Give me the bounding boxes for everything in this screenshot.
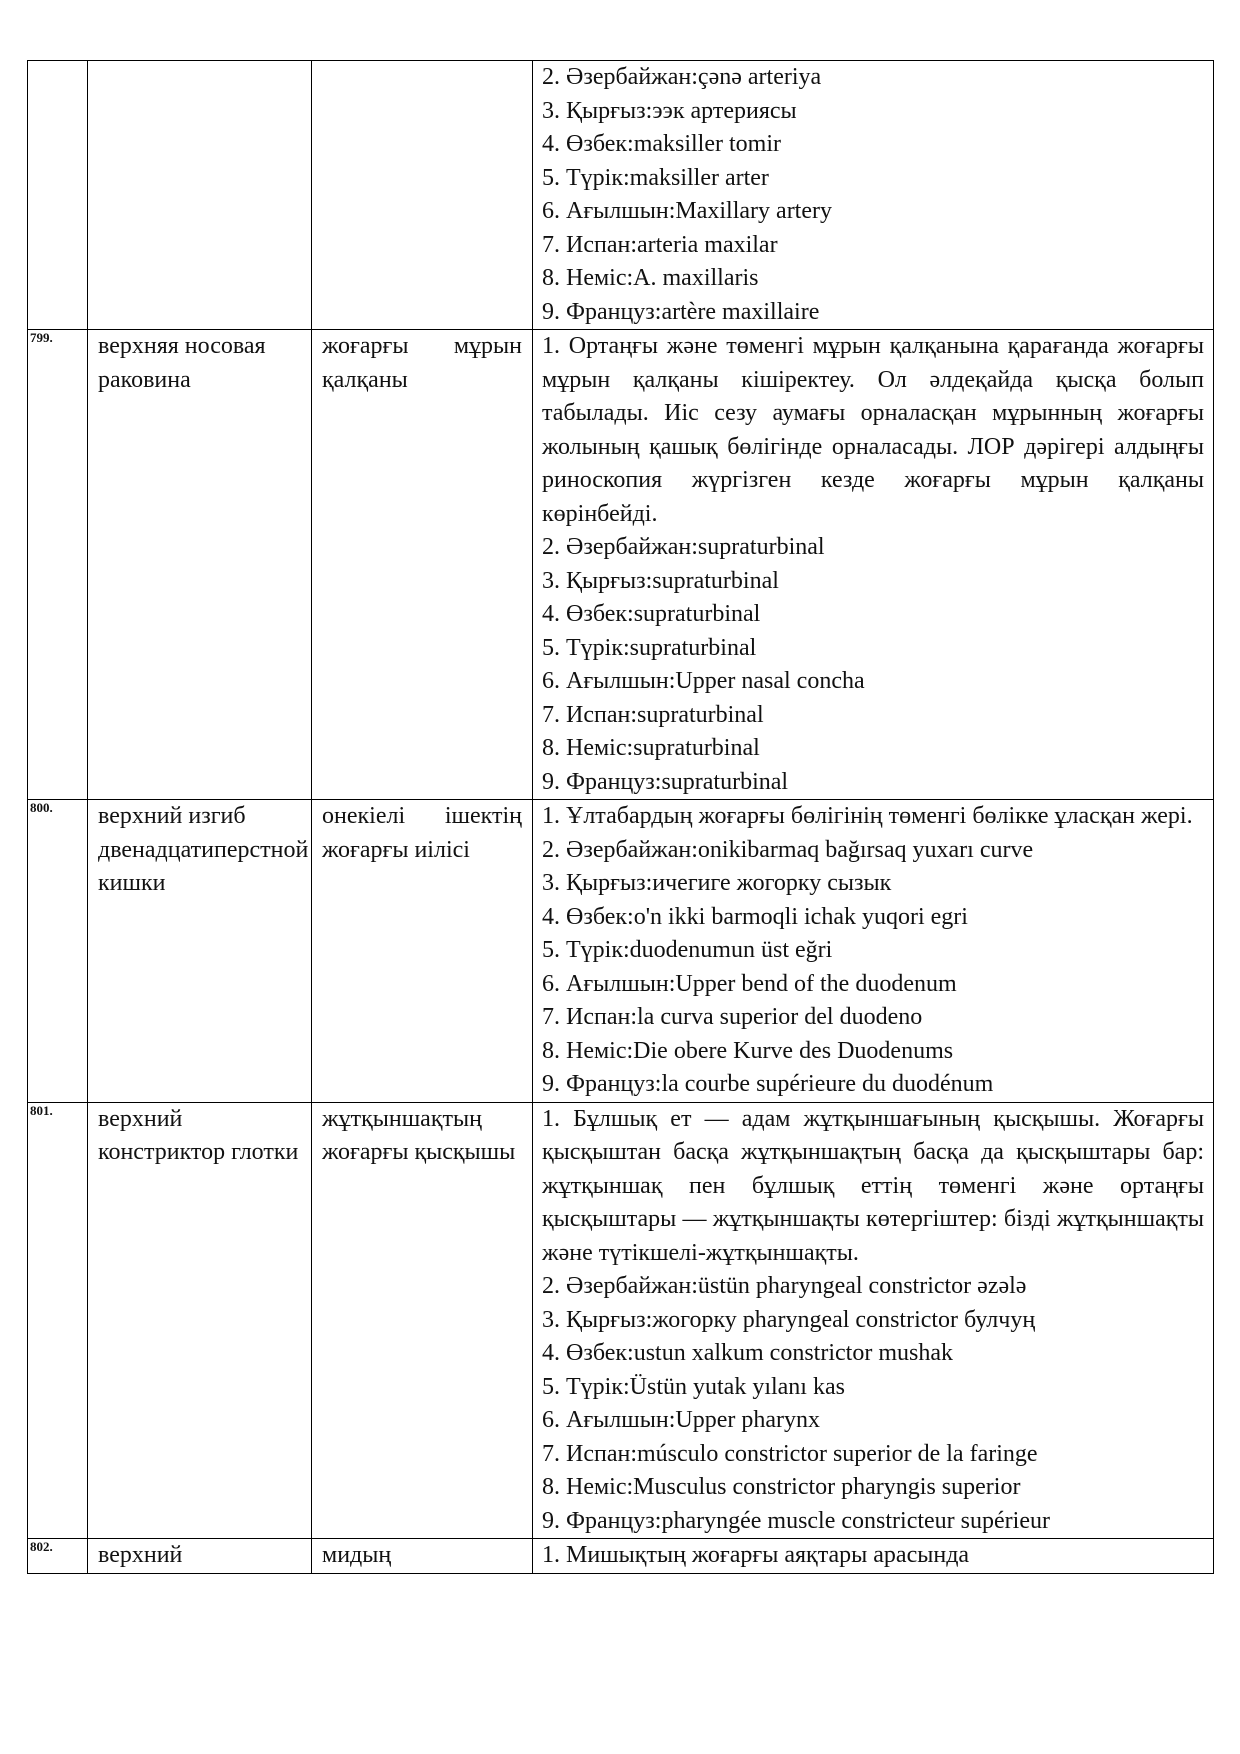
translation-line: 6. Ағылшын:Maxillary artery xyxy=(542,198,832,224)
translation-line: 7. Испан:la curva superior del duodeno xyxy=(542,1004,923,1030)
translation-line: 7. Испан:arteria maxilar xyxy=(542,231,778,258)
translation-line: 2. Әзербайжан:üstün pharyngeal constrictor əzələ xyxy=(542,1273,1027,1299)
translation-line: 3. Қырғыз:ээк артериясы xyxy=(542,97,797,124)
translation-line: 3. Қырғыз:жогорку pharyngeal constrictor булчуң xyxy=(542,1306,1036,1333)
kazakh-term: мидың xyxy=(312,1539,533,1574)
glossary-row xyxy=(28,1102,1214,1539)
russian-term: верхний изгиб двенадцатиперстной кишки xyxy=(88,800,312,1103)
translation-line: 8. Неміс:A. maxillaris xyxy=(542,265,759,291)
russian-term: верхняя носовая раковина xyxy=(88,330,312,800)
glossary-row xyxy=(28,1539,1214,1574)
definition-text: 1. Ұлтабардың жоғарғы бөлігінің төменгі бөлікке ұласқан жері. xyxy=(542,803,1193,829)
entry-number xyxy=(28,61,88,330)
entry-number: 800. xyxy=(28,800,88,1103)
translation-line: 6. Ағылшын:Upper nasal concha xyxy=(542,668,865,694)
translation-line: 5. Түрік:Üstün yutak yılanı kas xyxy=(542,1373,845,1400)
translation-line: 5. Түрік:supraturbinal xyxy=(542,634,757,661)
glossary-table xyxy=(27,60,1214,1574)
definition-cell xyxy=(533,1539,1214,1574)
definition-cell xyxy=(533,61,1214,330)
translation-line: 4. Өзбек:maksiller tomir xyxy=(542,131,781,157)
translation-line: 9. Француз:la courbe supérieure du duodénum xyxy=(542,1071,994,1097)
definition-cell xyxy=(533,330,1214,800)
translation-line: 2. Әзербайжан:onikibarmaq bağırsaq yuxarı curve xyxy=(542,836,1034,863)
translation-line: 9. Француз:supraturbinal xyxy=(542,768,789,795)
translation-line: 4. Өзбек:ustun xalkum constrictor mushak xyxy=(542,1340,953,1366)
translation-line: 3. Қырғыз:ичегиге жогорку сызык xyxy=(542,870,892,896)
translation-line: 9. Француз:pharyngée muscle constricteur supérieur xyxy=(542,1507,1050,1534)
glossary-row xyxy=(28,330,1214,800)
entry-number: 801. xyxy=(28,1102,88,1539)
kazakh-term: жұтқыншақтың жоғарғы қысқышы xyxy=(312,1102,533,1539)
translation-line: 2. Әзербайжан:çənə arteriya xyxy=(542,64,822,90)
translation-line: 6. Ағылшын:Upper pharynx xyxy=(542,1407,821,1433)
translation-line: 5. Түрік:maksiller arter xyxy=(542,164,769,191)
translation-line: 8. Неміс:Musculus constrictor pharyngis superior xyxy=(542,1474,1021,1500)
translation-line: 2. Әзербайжан:supraturbinal xyxy=(542,534,825,560)
translation-line: 9. Француз:artère maxillaire xyxy=(542,298,820,325)
translation-line: 4. Өзбек:supraturbinal xyxy=(542,601,761,627)
kazakh-term xyxy=(312,61,533,330)
translation-line: 7. Испан:supraturbinal xyxy=(542,701,764,728)
translation-line: 6. Ағылшын:Upper bend of the duodenum xyxy=(542,970,957,997)
russian-term: верхний xyxy=(88,1539,312,1574)
definition-cell xyxy=(533,1102,1214,1539)
russian-term xyxy=(88,61,312,330)
translation-line: 3. Қырғыз:supraturbinal xyxy=(542,567,779,594)
translation-line: 8. Неміс:Die obere Kurve des Duodenums xyxy=(542,1037,954,1064)
translation-line: 4. Өзбек:o'n ikki barmoqli ichak yuqori egri xyxy=(542,903,968,930)
glossary-table-body xyxy=(28,61,1214,1574)
russian-term: верхний констриктор глотки xyxy=(88,1102,312,1539)
translation-line: 5. Түрік:duodenumun üst eğri xyxy=(542,937,833,963)
definition-cell xyxy=(533,800,1214,1103)
definition-text: 1. Бұлшық ет — адам жұтқыншағының қысқышы. Жоғарғы қысқыштан басқа жұтқыншақтың басқа да қысқыштары бар: жұтқыншақ пен бұлшық еттің төменгі және ортаңғы қысқыштары — жұтқыншақты көтергіштер: бізді жұтқыншақты және түтікшелі-жұтқыншақты. xyxy=(542,1105,1204,1266)
translation-line: 7. Испан:músculo constrictor superior de la faringe xyxy=(542,1440,1038,1467)
glossary-row xyxy=(28,61,1214,330)
entry-number: 802. xyxy=(28,1539,88,1574)
glossary-row xyxy=(28,800,1214,1103)
kazakh-term: онекіелі ішектің жоғарғы иілісі xyxy=(312,800,533,1103)
entry-number: 799. xyxy=(28,330,88,800)
definition-text: 1. Ортаңғы және төменгі мұрын қалқанына қарағанда жоғарғы мұрын қалқаны кішіректеу. Ол әлдеқайда қысқа болып табылады. Иіс сезу аумағы орналасқан мұрынның жоғарғы жолының қашық бөлігінде орналасады. ЛОР дәрігері алдыңғы риноскопия жүргізген кезде жоғарғы мұрын қалқаны көрінбейді. xyxy=(542,333,1204,527)
definition-text: 1. Мишықтың жоғарғы аяқтары арасында xyxy=(542,1542,970,1568)
translation-line: 8. Неміс:supraturbinal xyxy=(542,735,760,761)
kazakh-term: жоғарғы мұрын қалқаны xyxy=(312,330,533,800)
